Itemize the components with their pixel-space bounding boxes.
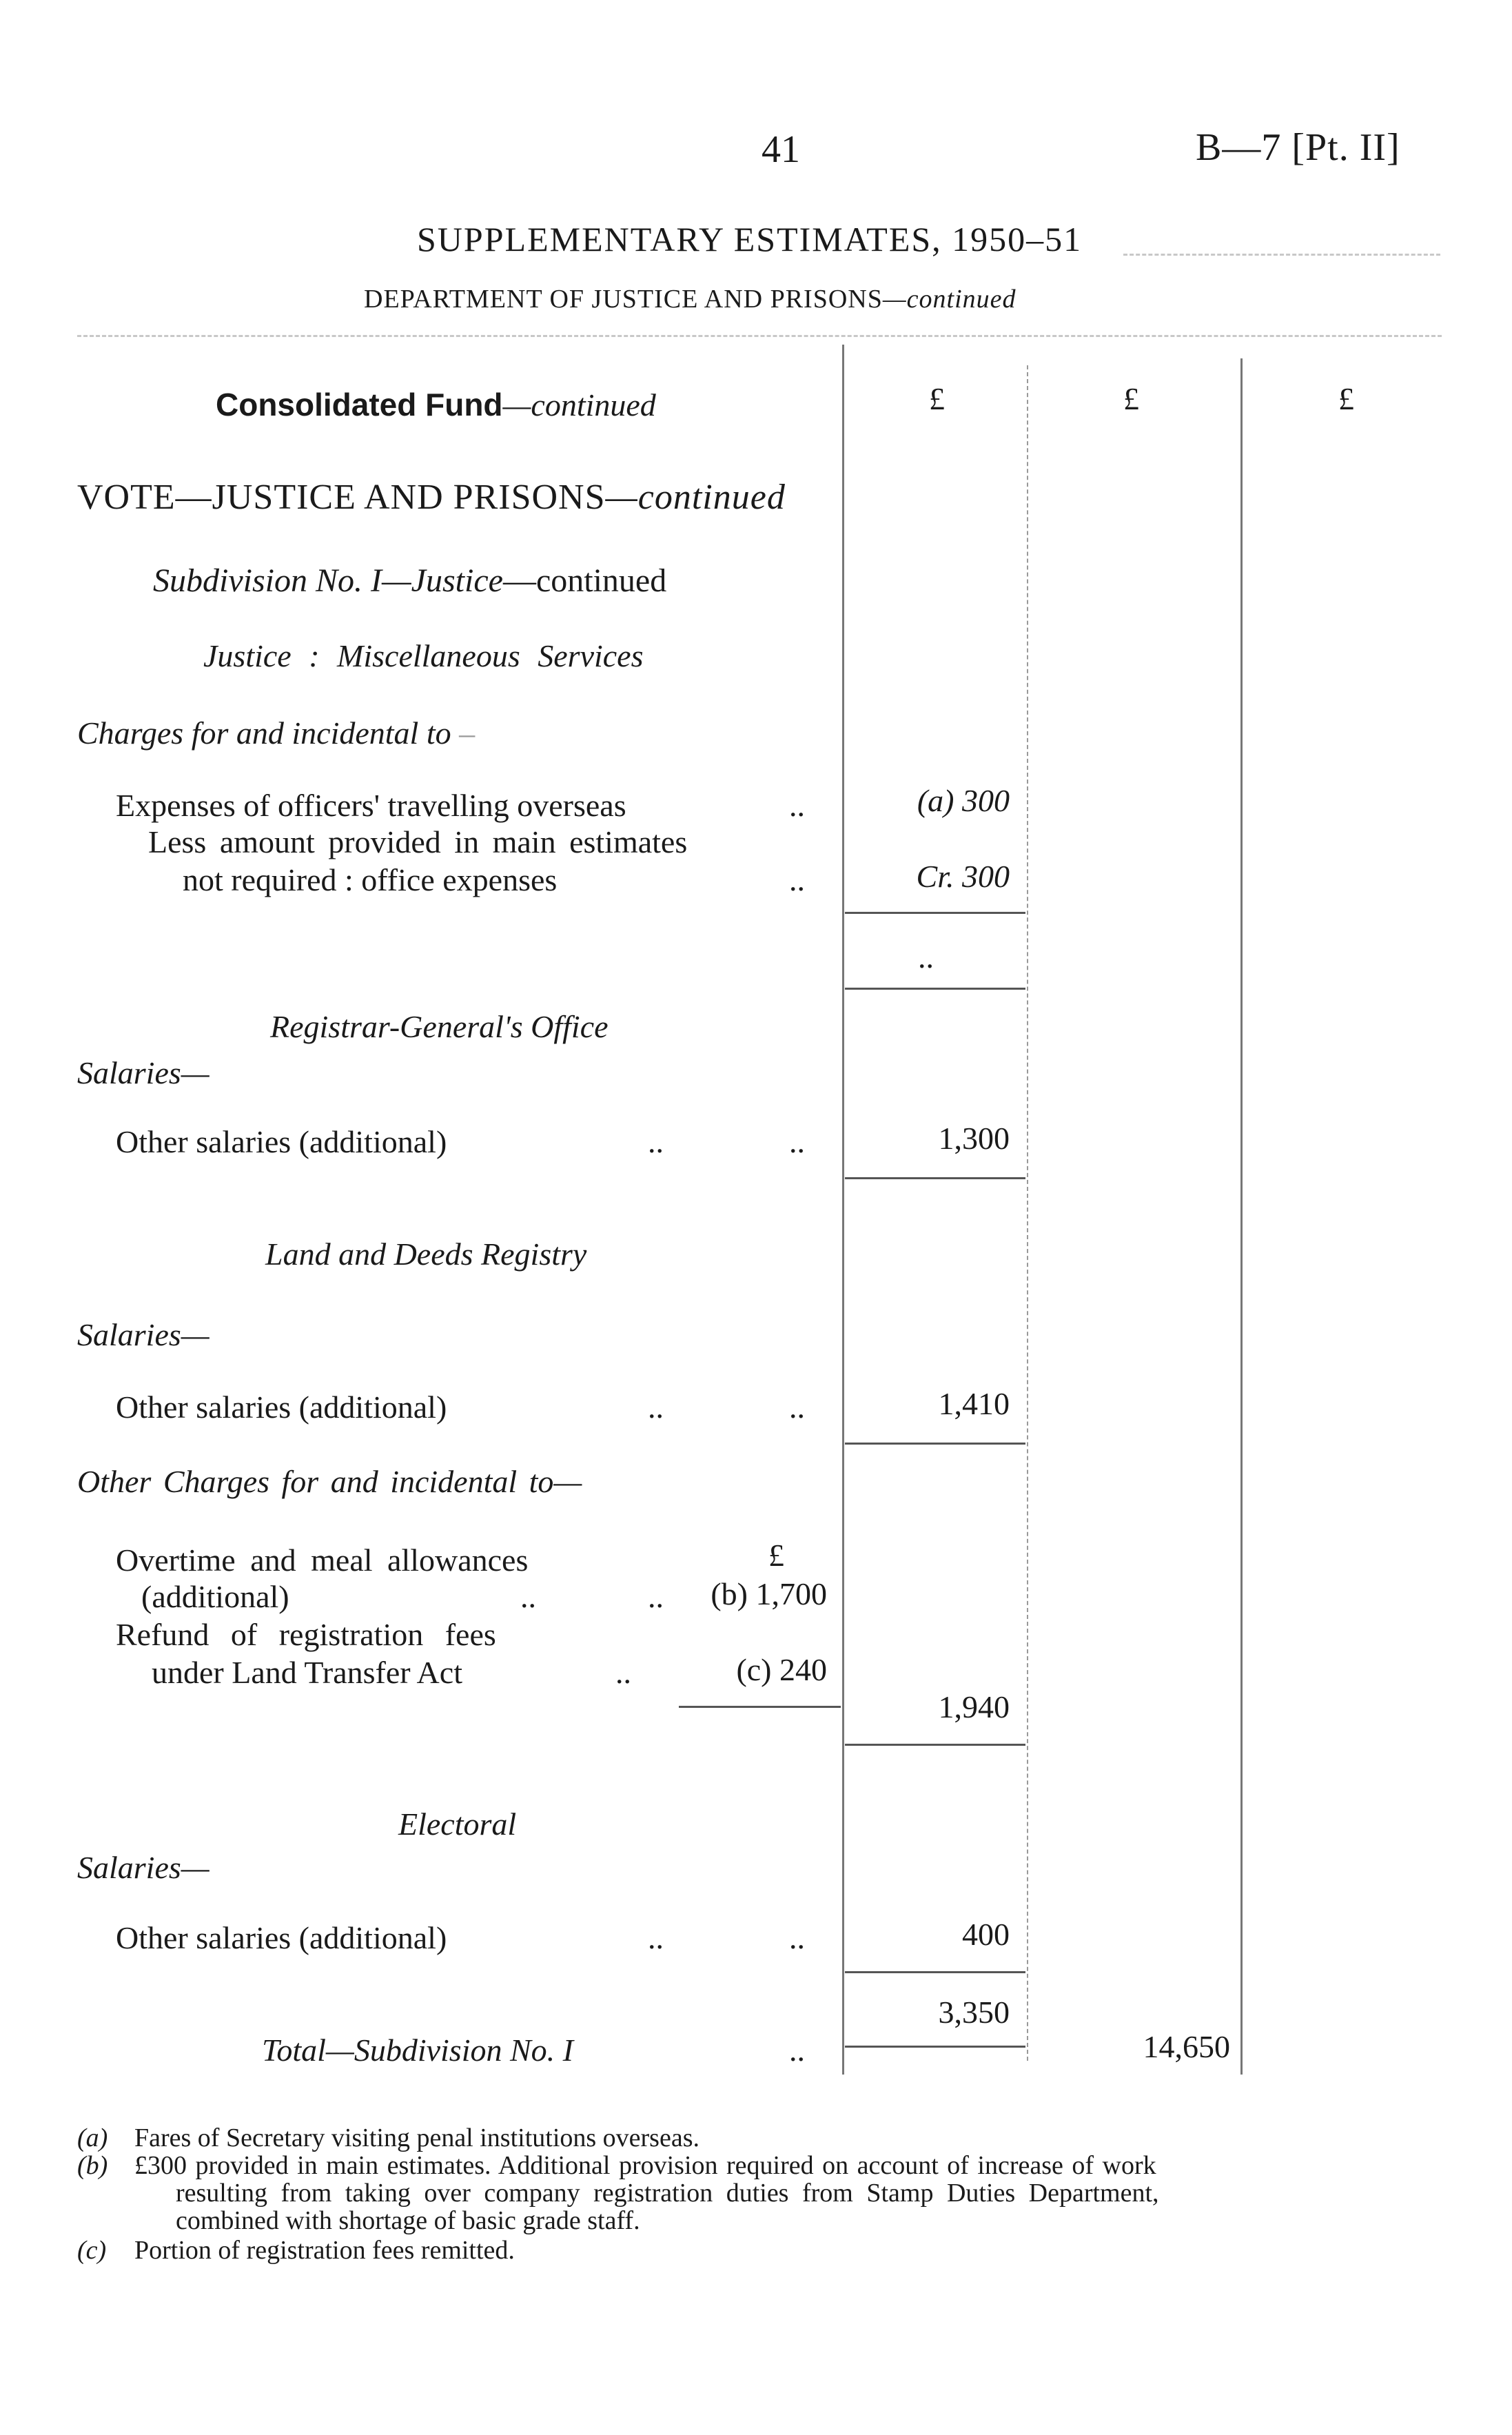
vote-heading [77, 477, 786, 518]
rule [845, 988, 1025, 990]
value-credit-text: Cr. 300 [916, 859, 1010, 894]
vote-title: VOTE—JUSTICE AND PRISONS [77, 478, 606, 517]
registrar-other-salaries: Other salaries (additional) [116, 1124, 447, 1159]
rule [845, 1177, 1025, 1179]
less-amount-line2: not required : office expenses [183, 862, 558, 897]
dot-leader: .. [789, 788, 805, 823]
dot-leader: .. [789, 1389, 805, 1425]
footnote-a-text: Fares of Secretary visiting penal institutions overseas. [134, 2123, 699, 2152]
value-other-charges-total: 1,940 [938, 1689, 1010, 1724]
inner-currency: £ [768, 1538, 784, 1573]
fund-continued: —continued [502, 387, 656, 422]
rule [845, 912, 1025, 914]
expense-item-travel: Expenses of officers' travelling overseas [116, 788, 626, 823]
footnote-c-text: Portion of registration fees remitted. [134, 2236, 515, 2265]
subdivision-heading [153, 562, 666, 600]
value-travel-text: (a) 300 [917, 783, 1010, 818]
charges-label [77, 715, 475, 751]
vote-continued: —continued [605, 478, 786, 517]
total-label: Total—Subdivision No. I [262, 2032, 573, 2068]
section-heading-electoral: Electoral [398, 1806, 517, 1842]
overtime-line2: (additional) [141, 1579, 289, 1614]
dot-leader: .. [648, 1920, 664, 1955]
value-registrar: 1,300 [938, 1121, 1010, 1156]
column-rule-2 [1027, 365, 1028, 2061]
overtime-line1: Overtime and meal allowances [116, 1542, 529, 1578]
land-deeds-other-salaries: Other salaries (additional) [116, 1389, 447, 1425]
page-number: 41 [762, 128, 800, 171]
salaries-label: Salaries— [77, 1850, 210, 1885]
salaries-label: Salaries— [77, 1055, 210, 1090]
dot-leader: .. [648, 1124, 664, 1159]
column-rule-1 [842, 345, 844, 2075]
dot-leader: .. [648, 1579, 664, 1614]
fund-heading [216, 386, 656, 423]
refund-line1: Refund of registration fees [116, 1617, 496, 1652]
value-subdivision-total: 14,650 [1143, 2029, 1230, 2064]
charges-tail: – [459, 715, 476, 751]
dot-leader: .. [615, 1655, 631, 1690]
department-name: DEPARTMENT OF JUSTICE AND PRISONS [364, 285, 883, 314]
department-continued: —continued [882, 285, 1016, 314]
refund-line2: under Land Transfer Act [152, 1655, 462, 1690]
value-credit [855, 858, 1010, 895]
document-code: B—7 [Pt. II] [1196, 126, 1400, 169]
value-refund-text: (c) 240 [736, 1652, 827, 1687]
value-travel [855, 782, 1010, 819]
value-land-deeds-salaries: 1,410 [938, 1386, 1010, 1421]
footnote-b-text-line2: resulting from taking over company registration duties from Stamp Duties Department, [176, 2179, 1159, 2208]
rule [845, 1744, 1025, 1746]
section-heading-registrar: Registrar-General's Office [270, 1009, 609, 1044]
value-refund [675, 1651, 827, 1688]
dot-leader: .. [789, 862, 805, 897]
dot-leader: .. [789, 2032, 805, 2068]
subdivision-continued: —continued [502, 562, 667, 599]
electoral-other-salaries: Other salaries (additional) [116, 1920, 447, 1955]
subdivision-title: Subdivision No. I—Justice [153, 562, 503, 599]
footnote-b-mark: (b) [77, 2151, 108, 2180]
value-overtime-text: (b) 1,700 [711, 1576, 827, 1611]
rule [679, 1706, 841, 1708]
section-heading-misc: Justice : Miscellaneous Services [203, 638, 644, 673]
rule [845, 1971, 1025, 1973]
fund-label: Consolidated Fund [216, 387, 503, 422]
dot-leader: .. [648, 1389, 664, 1425]
salaries-label: Salaries— [77, 1317, 210, 1352]
value-overtime [675, 1576, 827, 1612]
column-rule-3 [1240, 358, 1243, 2075]
title-rule [1123, 254, 1440, 256]
dot-leader: .. [520, 1579, 536, 1614]
charges-text: Charges for and incidental to [77, 715, 451, 751]
net-value: .. [918, 939, 934, 975]
footnote-b-text-line3: combined with shortage of basic grade staff. [176, 2206, 640, 2235]
dot-leader: .. [789, 1920, 805, 1955]
rule [845, 1443, 1025, 1445]
dot-leader: .. [789, 1124, 805, 1159]
footnote-b-text-line1: £300 provided in main estimates. Additional provision required on account of increase of work [134, 2151, 1156, 2180]
currency-header-1: £ [929, 381, 945, 416]
footnote-c-mark: (c) [77, 2236, 107, 2265]
value-column-total: 3,350 [938, 1995, 1010, 2030]
currency-header-2: £ [1123, 381, 1139, 416]
less-amount-line1: Less amount provided in main estimates [148, 824, 688, 859]
footnote-a-mark: (a) [77, 2123, 108, 2152]
value-electoral: 400 [962, 1917, 1010, 1952]
department-title [364, 284, 1016, 314]
rule [845, 2046, 1025, 2048]
section-heading-land-deeds: Land and Deeds Registry [265, 1236, 587, 1272]
other-charges-label: Other Charges for and incidental to— [77, 1464, 582, 1499]
page-title: SUPPLEMENTARY ESTIMATES, 1950–51 [417, 220, 1083, 258]
header-rule [77, 335, 1442, 337]
currency-header-3: £ [1338, 381, 1354, 416]
